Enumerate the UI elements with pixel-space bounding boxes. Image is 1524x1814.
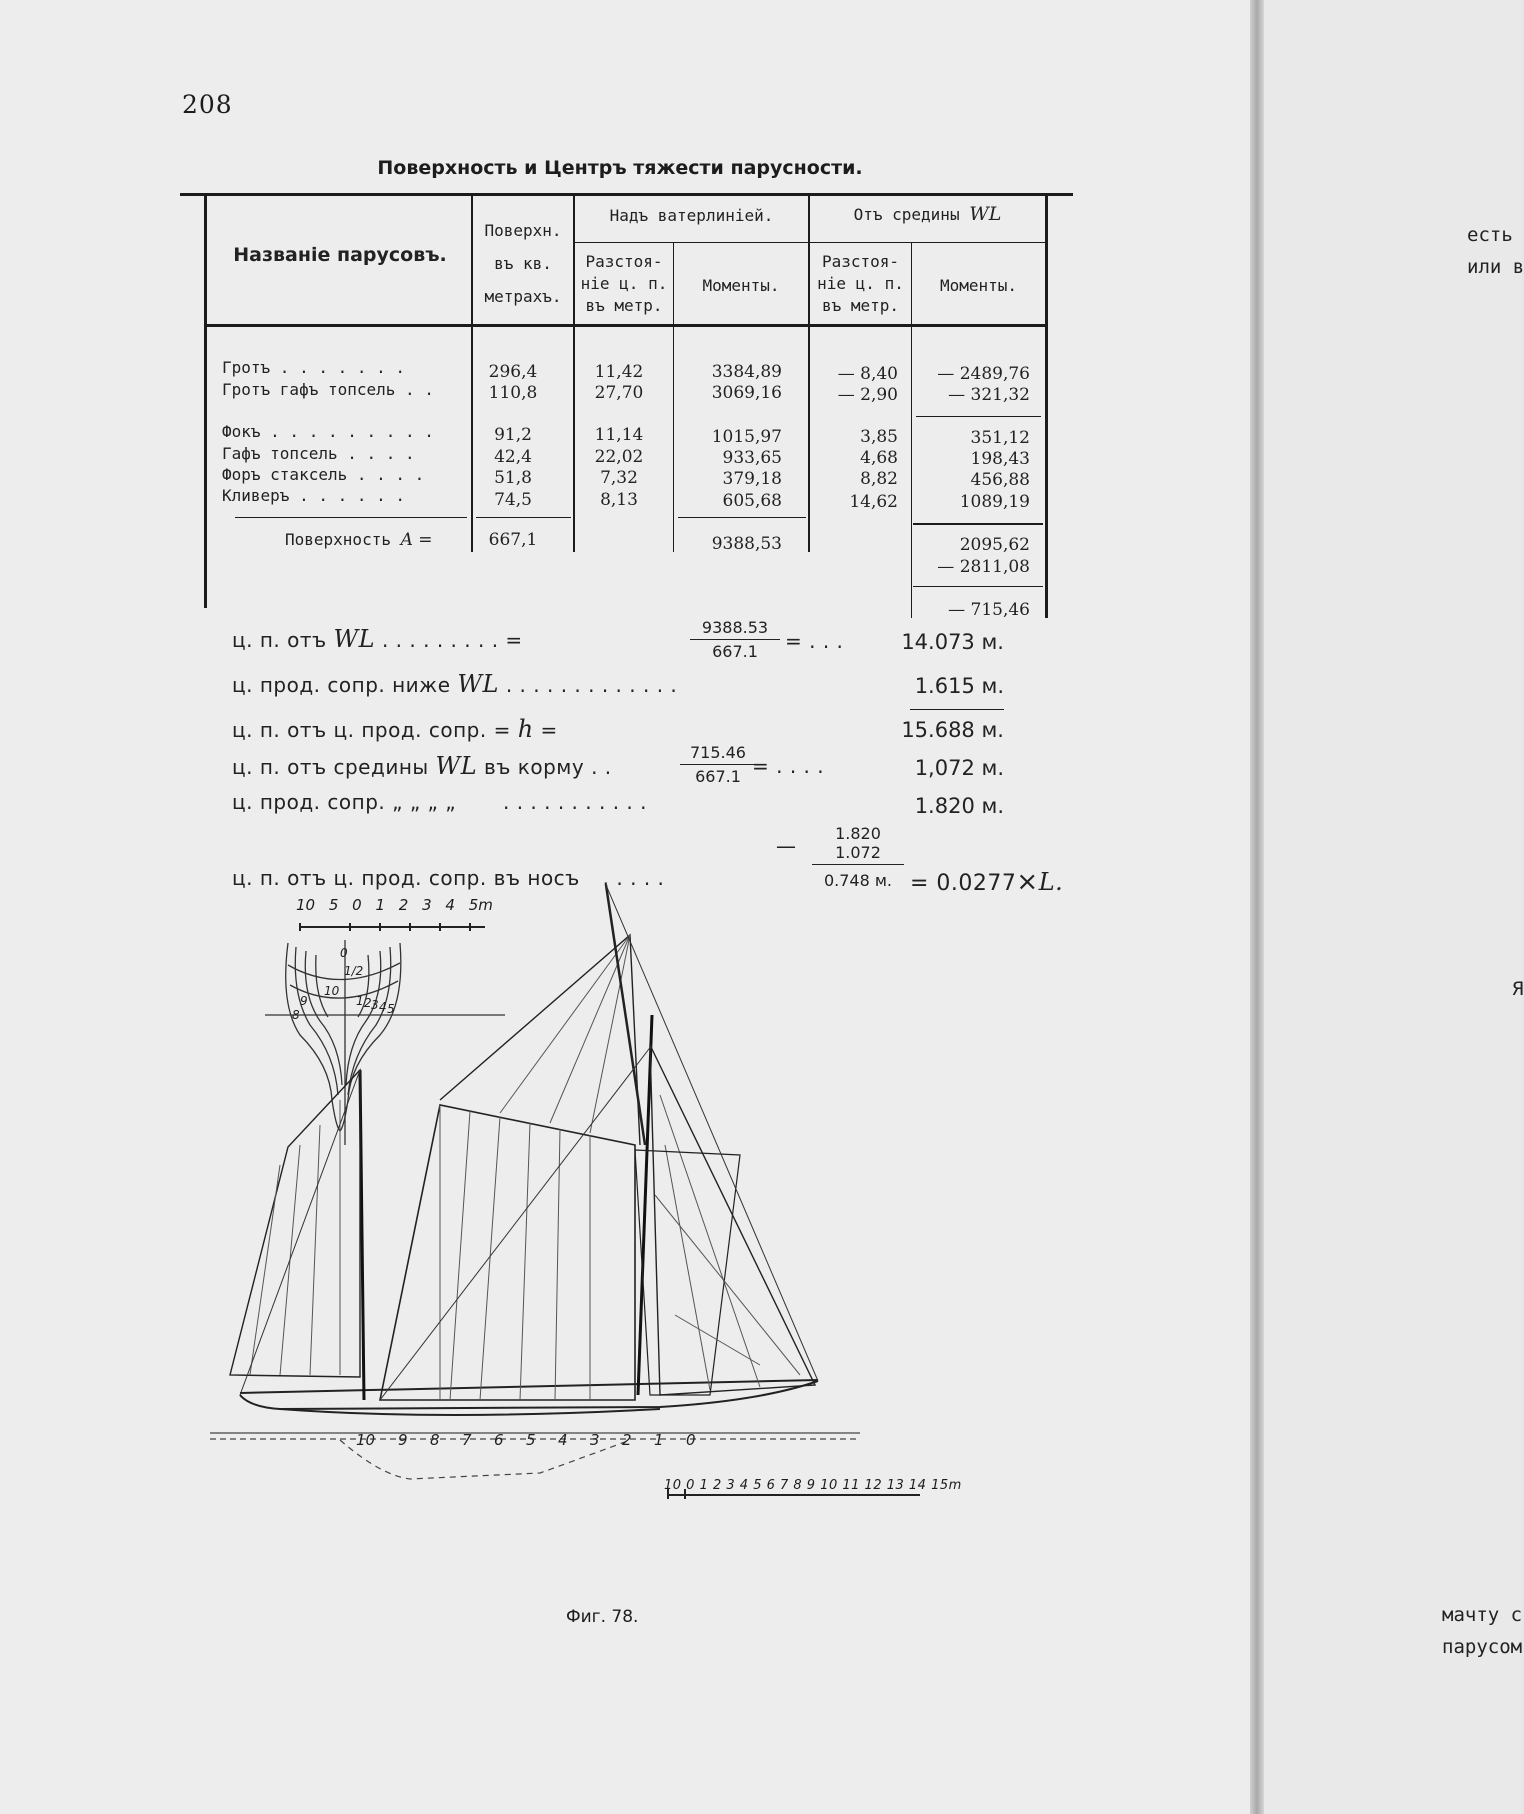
header-name: Названіе парусовъ. [233,244,447,266]
table-top-rule [180,193,1073,196]
calc-6-times: × [1016,867,1039,897]
table-cell-h-dist: 22,02 [594,447,644,467]
calc-4-after: = . . . . [752,754,825,778]
svg-text:10: 10 [356,1431,376,1449]
calc-line-3 [232,715,558,743]
header-mid-distance-3: въ метр. [821,296,900,315]
svg-text:1: 1 [654,1431,664,1449]
calc-1-fraction [690,618,780,661]
table-total-label [285,529,465,551]
calc-5-label: ц. прод. сопр. „ „ „ „ [232,790,457,814]
table-cell-h-mom: 379,18 [722,469,782,489]
svg-text:2: 2 [364,996,372,1010]
header-surface-line1: Поверхн. [484,221,562,240]
calc-4-label-after: въ корму [484,755,585,779]
calc-line-4 [232,752,612,780]
total-rule-mmom [913,523,1043,525]
calc-4-fraction [680,743,756,786]
header-mid-distance-1: Разстоя- [821,252,900,271]
right-page-line-5: парусом [1442,1636,1523,1658]
table-cell-m-mom: — 2489,76 [937,364,1030,384]
calc-5-dots: . . . . . . . . . . . [502,790,647,814]
svg-text:6: 6 [494,1431,504,1449]
calc-2-symbol: WL [457,670,499,698]
col-surface-left-rule [471,196,473,552]
table-cell-m-dist: 3,85 [860,427,898,447]
table-total-surface: 667,1 [488,530,538,550]
calc-4-numerator: 715.46 [690,743,746,762]
header-from-mid-wl [810,203,1045,226]
total-symbol: A = [400,530,433,550]
table-cell-h-mom: 3069,16 [711,383,782,403]
subheader-rule-above [575,242,808,243]
svg-text:0: 0 [686,1431,696,1449]
table-row-name: Гротъ . . . . . . . [222,358,406,377]
header-mid-moments: Моменты. [939,276,1018,295]
table-cell-m-mom: 456,88 [970,470,1030,490]
calc-6-sub-a: 1.820 [835,824,881,843]
figure-caption: Фиг. 78. [566,1607,639,1627]
hull [240,1380,818,1415]
header-above-distance-3: въ метр. [585,296,663,315]
calc-4-symbol: WL [435,752,478,780]
col-mid-left-rule [808,196,810,552]
svg-text:8: 8 [430,1431,440,1449]
table-cell-h-dist: 27,70 [594,383,644,403]
calc-sum-rule [910,709,1004,710]
calc-line-6 [232,866,664,890]
header-bottom-rule [207,324,1045,327]
topmast [606,885,645,1145]
calc-6-label: ц. п. отъ ц. прод. сопр. въ носъ [232,866,580,890]
table-cell-surface: 110,8 [488,383,538,403]
book-gutter [1250,0,1264,1814]
calc-2-dots: . . . . . . . . . . . . . [505,673,678,697]
table-cell-m-dist: 8,82 [860,469,898,489]
svg-text:4: 4 [379,1000,387,1014]
calc-3-value: 15.688 м. [901,718,1004,742]
header-above-distance [575,251,673,317]
table-cell-m-dist: 4,68 [860,448,898,468]
subtotal-rule-mmom [913,586,1043,587]
table-cell-h-mom: 605,68 [722,491,782,511]
table-total-m-mom-diff: — 715,46 [948,600,1030,620]
table-cell-surface: 51,8 [494,468,532,488]
fore-sails [635,1045,815,1395]
table-cell-m-dist: — 2,90 [837,385,898,405]
table-title: Поверхность и Центръ тяжести парусности. [377,157,863,179]
svg-text:1: 1 [356,994,364,1008]
svg-text:8: 8 [292,1008,300,1022]
calc-6-subtraction [812,824,904,890]
table-cell-h-dist: 11,42 [594,362,644,382]
row2-rule-mmom [916,416,1041,417]
masts [360,1015,652,1400]
calc-4-denominator: 667.1 [695,767,741,786]
page-number: 208 [182,90,233,119]
svg-text:7: 7 [462,1431,472,1449]
header-mid-distance-2: ніе ц. п. [817,274,904,293]
mizzen-sail [230,1070,360,1377]
calc-5-value: 1.820 м. [914,794,1004,818]
calc-1-numerator: 9388.53 [701,618,769,637]
station-numbers [356,1431,696,1449]
body-plan-section [265,940,505,1145]
table-cell-surface: 91,2 [494,425,532,445]
calc-6-dots: . . . . . [602,866,665,890]
table-row-name: Гротъ гафъ топсель . . [222,380,434,399]
calc-3-after: = [540,718,558,742]
table-cell-h-mom: 933,65 [722,448,782,468]
table-cell-m-mom: 1089,19 [959,492,1030,512]
calc-6-sub-result: 0.748 м. [823,871,893,890]
table-cell-m-mom: 351,12 [970,428,1030,448]
calc-4-dots: . . [591,755,612,779]
calc-6-minus: — [776,834,797,858]
table-cell-m-dist: — 8,40 [837,364,898,384]
calc-3-label: ц. п. отъ ц. прод. сопр. = [232,718,518,742]
calc-6-sub-b: 1.072 [835,843,881,862]
header-mid-distance [810,251,911,317]
table-left-rule [204,193,207,608]
svg-text:3: 3 [371,998,379,1012]
svg-text:5: 5 [526,1431,536,1449]
table-row-name: Гафъ топсель . . . . [222,444,415,463]
table-cell-h-dist: 11,14 [594,425,644,445]
svg-text:2: 2 [622,1431,632,1449]
table-cell-surface: 42,4 [494,447,532,467]
table-cell-m-dist: 14,62 [849,492,898,512]
calc-1-label: ц. п. отъ [232,628,327,652]
table-cell-h-dist: 8,13 [600,490,638,510]
table-cell-surface: 296,4 [488,362,538,382]
calc-6-result [910,867,1063,897]
col-above-left-rule [573,196,575,552]
table-total-m-mom-neg: — 2811,08 [937,557,1030,577]
right-page [1264,0,1524,1814]
table-row-name: Кливеръ . . . . . . [222,486,406,505]
table-row-name: Форъ стаксель . . . . [222,465,425,484]
calc-2-label: ц. прод. сопр. ниже [232,673,451,697]
header-surface-line3: метрахъ. [484,287,562,306]
header-surface [474,214,572,313]
calc-4-label: ц. п. отъ средины [232,755,429,779]
calc-line-5 [232,790,647,814]
main-sail [380,1105,635,1400]
calc-4-value: 1,072 м. [914,756,1004,780]
calc-1-dots: . . . . . . . . . = [381,628,523,652]
svg-text:0: 0 [340,946,348,960]
header-above-distance-2: ніе ц. п. [580,274,668,293]
table-cell-h-mom: 1015,97 [711,427,782,447]
right-page-line-1: есть [1467,224,1513,246]
table-cell-m-mom: — 321,32 [948,385,1030,405]
calc-1-value: 14.073 м. [901,630,1004,654]
top-scale-bar [300,923,485,931]
svg-text:5: 5 [387,1002,395,1016]
table-cell-m-mom: 198,43 [970,449,1030,469]
bottom-scale-label: 10 0 1 2 3 4 5 6 7 8 9 10 11 12 13 14 15m [664,1478,962,1493]
header-above-wl: Надъ ватерлиніей. [609,206,774,225]
keel-profile-dashed [340,1440,630,1479]
svg-text:3: 3 [590,1431,600,1449]
table-total-h-mom: 9388,53 [711,534,782,554]
right-page-line-4: мачту с [1442,1604,1523,1626]
table-cell-surface: 74,5 [494,490,532,510]
svg-text:10: 10 [324,984,340,998]
header-wl-symbol: WL [969,203,1002,225]
right-page-line-2: или в [1467,256,1524,278]
header-from-mid-prefix: Отъ средины [853,205,960,224]
calc-1-denominator: 667.1 [712,642,758,661]
total-rule-names [235,517,467,518]
svg-text:4: 4 [558,1431,568,1449]
calc-line-1 [232,625,523,653]
svg-text:1/2: 1/2 [344,964,364,978]
svg-text:9: 9 [300,994,308,1008]
total-label-text: Поверхность [285,530,391,549]
calc-3-symbol: h [517,715,534,743]
total-rule-hmom [678,517,806,518]
subheader-rule-mid [810,242,1045,243]
top-scale-label: 10 5 0 1 2 3 4 5m [296,896,493,914]
header-above-moments: Моменты. [702,276,780,295]
header-surface-line2: въ кв. [494,254,552,273]
calc-line-2 [232,670,677,698]
calc-6-symbol-L: L. [1038,868,1064,896]
table-cell-h-mom: 3384,89 [711,362,782,382]
svg-text:9: 9 [398,1431,408,1449]
table-total-m-mom-pos: 2095,62 [959,535,1030,555]
total-rule-surface [476,517,571,518]
calc-1-after: = . . . [785,629,844,653]
table-right-rule [1045,196,1048,618]
yacht-sail-plan-figure [240,895,960,1615]
calc-1-symbol: WL [333,625,376,653]
table-cell-h-dist: 7,32 [600,468,638,488]
calc-6-result-text: = 0.0277 [910,871,1017,896]
calc-2-value: 1.615 м. [914,674,1004,698]
header-above-distance-1: Разстоя- [585,252,663,271]
right-page-line-3: Я [1512,978,1524,1000]
table-row-name: Фокъ . . . . . . . . . [222,422,434,441]
